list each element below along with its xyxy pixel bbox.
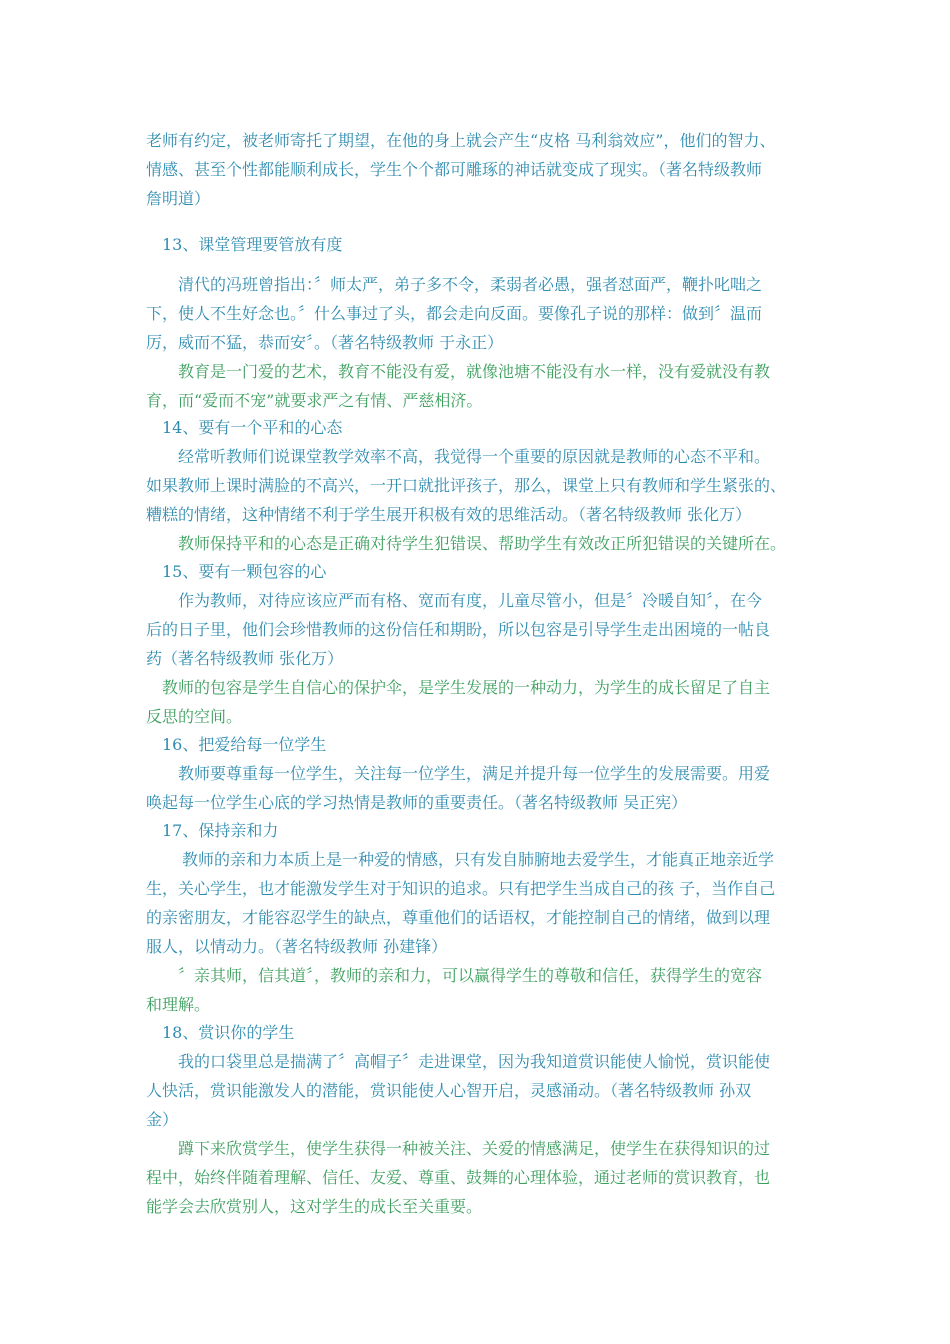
section-heading-13: 13、课堂管理要管放有度	[162, 235, 343, 254]
text-line: 詹明道）	[146, 189, 211, 208]
text-line: 清代的冯班曾指出：〞师太严，弟子多不令，柔弱者必愚，强者怼面严，鞭扑叱咄之	[178, 275, 763, 294]
text-line: 作为教师，对待应该应严而有格、宽而有度，儿童尽管小，但是〞冷暖自知〞，在今	[178, 591, 763, 610]
section-heading-14: 14、要有一个平和的心态	[162, 418, 343, 437]
text-line: 〞亲其师，信其道〞，教师的亲和力，可以赢得学生的尊敬和信任，获得学生的宽容	[178, 966, 763, 985]
text-line: 育，而“爱而不宠”就要求严之有情、严慈相济。	[146, 391, 483, 410]
text-line: 厉，威而不猛，恭而安〞。（著名特级教师 于永正）	[146, 333, 504, 352]
text-line: 如果教师上课时满脸的不高兴，一开口就批评孩子，那么，课堂上只有教师和学生紧张的、	[146, 476, 787, 495]
section-heading-15: 15、要有一颗包容的心	[162, 562, 327, 581]
text-line: 金）	[146, 1110, 179, 1129]
section-heading-17: 17、保持亲和力	[162, 821, 279, 840]
section-heading-18: 18、赏识你的学生	[162, 1023, 295, 1042]
text-line: 教师要尊重每一位学生，关注每一位学生，满足并提升每一位学生的发展需要。用爱	[178, 764, 771, 783]
text-line: 后的日子里，他们会珍惜教师的这份信任和期盼，所以包容是引导学生走出困境的一帖良	[146, 620, 771, 639]
text-line: 我的口袋里总是揣满了〞高帽子〞走进课堂，因为我知道赏识能使人愉悦，赏识能使	[178, 1052, 771, 1071]
text-line: 药（著名特级教师 张化万）	[146, 649, 344, 668]
text-line: 程中，始终伴随着理解、信任、友爱、尊重、鼓舞的心理体验，通过老师的赏识教育，也	[146, 1168, 771, 1187]
text-line: 蹲下来欣赏学生，使学生获得一种被关注、关爱的情感满足，使学生在获得知识的过	[178, 1139, 771, 1158]
text-line: 生，关心学生，也才能激发学生对于知识的追求。只有把学生当成自己的孩 子，当作自己	[146, 879, 776, 898]
text-line: 人快活，赏识能激发人的潜能，赏识能使人心智开启，灵感涌动。（著名特级教师 孙双	[146, 1081, 752, 1100]
text-line: 教师的亲和力本质上是一种爱的情感，只有发自肺腑地去爱学生，才能真正地亲近学	[182, 850, 775, 869]
text-line: 经常听教师们说课堂教学效率不高，我觉得一个重要的原因就是教师的心态不平和。	[178, 447, 771, 466]
text-line: 老师有约定，被老师寄托了期望，在他的身上就会产生“皮格 马利翁效应”，他们的智力、	[146, 131, 776, 150]
text-line: 反思的空间。	[146, 707, 243, 726]
text-line: 教师保持平和的心态是正确对待学生犯错误、帮助学生有效改正所犯错误的关键所在。	[178, 534, 787, 553]
text-line: 和理解。	[146, 995, 211, 1014]
text-line: 情感、甚至个性都能顺利成长，学生个个都可雕琢的神话就变成了现实。（著名特级教师	[146, 160, 763, 179]
section-heading-16: 16、把爱给每一位学生	[162, 735, 327, 754]
text-line: 教师的包容是学生自信心的保护伞，是学生发展的一种动力，为学生的成长留足了自主	[162, 678, 771, 697]
text-line: 糟糕的情绪，这种情绪不利于学生展开积极有效的思维活动。（著名特级教师 张化万）	[146, 505, 752, 524]
text-line: 的亲密朋友，才能容忍学生的缺点，尊重他们的话语权，才能控制自己的情绪，做到以理	[146, 908, 771, 927]
text-line: 教育是一门爱的艺术，教育不能没有爱，就像池塘不能没有水一样，没有爱就没有教	[178, 362, 771, 381]
text-line: 唤起每一位学生心底的学习热情是教师的重要责任。（著名特级教师 吴正宪）	[146, 793, 688, 812]
text-line: 下，使人不生好念也。〞什么事过了头，都会走向反面。要像孔子说的那样：做到〞温而	[146, 304, 763, 323]
text-line: 能学会去欣赏别人，这对学生的成长至关重要。	[146, 1197, 483, 1216]
text-line: 服人，以情动力。（著名特级教师 孙建锋）	[146, 937, 448, 956]
